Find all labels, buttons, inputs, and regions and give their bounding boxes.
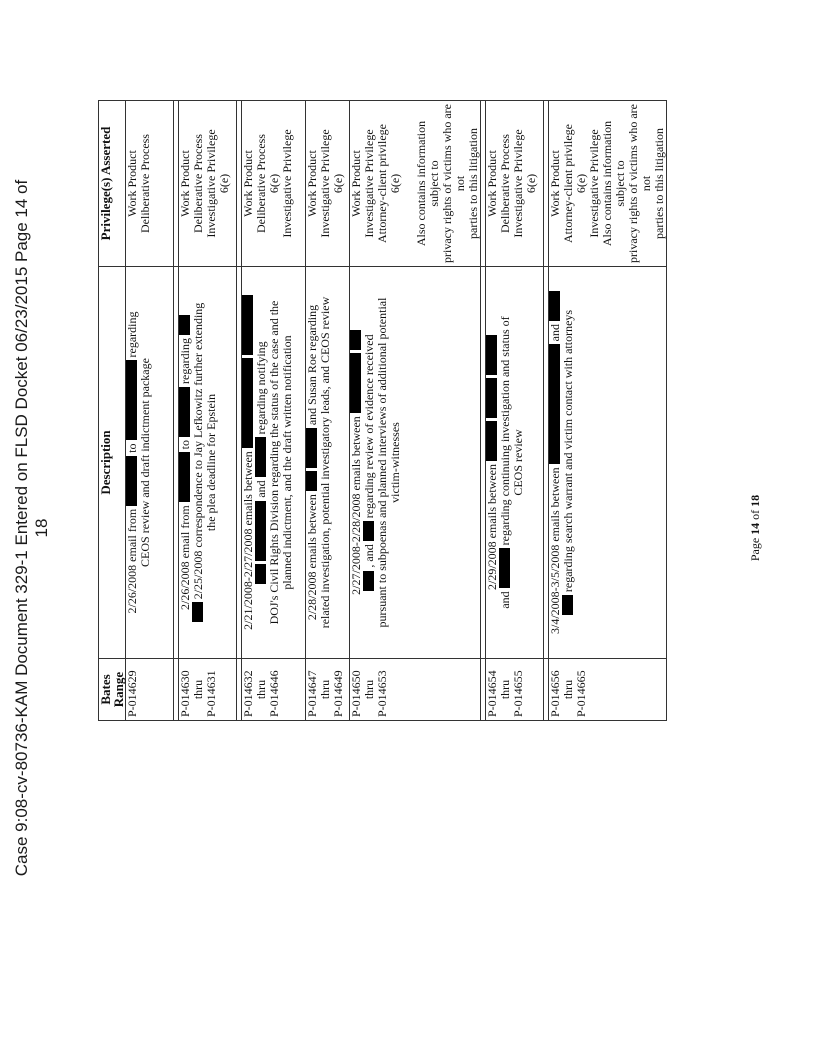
- description-cell: [350, 267, 481, 659]
- description-text: pursuant to subpoenas and planned interviews of additional potential: [375, 297, 389, 628]
- description-text: regarding notifying: [254, 341, 268, 435]
- privilege-item: 6(e): [217, 173, 231, 194]
- privilege-item: Investigative Privilege: [511, 129, 525, 238]
- privilege-item: Investigative Privilege: [362, 129, 376, 238]
- description-text: 2/28/2008 emails between: [305, 494, 319, 621]
- column-header-bates: Bates Range: [99, 659, 126, 721]
- description-cell: [549, 267, 667, 659]
- bates-end: P-014653: [375, 670, 389, 717]
- privilege-item: Investigative Privilege: [587, 129, 601, 238]
- privilege-cell: [179, 101, 237, 267]
- privilege-item: Work Product: [349, 150, 363, 217]
- privilege-item: 6(e): [331, 173, 345, 194]
- table-row: [549, 101, 667, 721]
- bates-start: P-014654: [485, 670, 499, 717]
- footer-page-total: 18: [748, 494, 762, 507]
- description-cell: [179, 267, 237, 659]
- bates-cell: [306, 659, 350, 721]
- privilege-item: Investigative Privilege: [318, 129, 332, 238]
- bates-end: P-014646: [267, 670, 281, 717]
- table-header-row: [99, 101, 126, 721]
- privilege-item: Attorney-client privilege: [375, 124, 389, 243]
- bates-cell: [486, 659, 544, 721]
- redaction-box: [350, 330, 361, 350]
- privilege-item: Work Product: [548, 150, 562, 217]
- description-text: and: [548, 324, 562, 342]
- table-row: [126, 101, 174, 721]
- description-text: to: [125, 443, 139, 453]
- bates-start: P-014656: [548, 670, 562, 717]
- privilege-item: Work Product: [178, 150, 192, 217]
- redaction-box: [179, 387, 190, 437]
- bates-thru: thru: [362, 679, 376, 700]
- description-text: 2/29/2008 emails between: [485, 464, 499, 590]
- bates-start: P-014629: [125, 670, 139, 717]
- redaction-box: [242, 295, 253, 355]
- redaction-box: [126, 361, 137, 441]
- privilege-item: parties to this litigation: [652, 128, 666, 239]
- description-text: 2/26/2008 email from: [125, 508, 139, 614]
- description-text: and: [498, 591, 512, 609]
- description-text: 2/25/2008 correspondence to Jay Lefkowitz further extending: [191, 302, 205, 600]
- description-text: regarding: [125, 311, 139, 358]
- description-text: 2/27/2008-2/28/2008 emails between: [349, 416, 363, 595]
- page-footer: [748, 0, 763, 1056]
- description-text: 2/26/2008 email from: [178, 505, 192, 610]
- column-header-privilege: Privilege(s) Asserted: [99, 101, 126, 267]
- case-header-line-2: 18: [32, 518, 51, 538]
- privilege-item: Also contains information subject to: [414, 120, 441, 247]
- privilege-item: 6(e): [524, 173, 538, 194]
- description-cell: [126, 267, 174, 659]
- description-text: regarding: [178, 338, 192, 384]
- description-text: and Susan Roe regarding: [305, 304, 319, 426]
- description-text: victim-witnesses: [388, 422, 402, 503]
- description-cell: [242, 267, 306, 659]
- privilege-cell: [126, 101, 174, 267]
- bates-thru: thru: [498, 679, 512, 700]
- redaction-box: [486, 421, 497, 461]
- column-header-description: Description: [99, 267, 126, 659]
- privilege-cell: [350, 101, 481, 267]
- bates-thru: thru: [191, 679, 205, 700]
- redaction-box: [486, 378, 497, 418]
- description-cell: [486, 267, 544, 659]
- privilege-item: privacy rights of victims who are not: [626, 104, 653, 263]
- privilege-cell: [549, 101, 667, 267]
- privilege-item: Deliberative Process: [191, 134, 205, 233]
- privilege-item: Work Product: [241, 150, 255, 217]
- description-text: planned indictment, and the draft written notification: [280, 335, 294, 590]
- description-text: 2/21/2008-2/27/2008 emails between: [241, 451, 255, 630]
- redaction-box: [255, 501, 266, 561]
- redaction-box: [179, 452, 190, 502]
- bates-thru: thru: [318, 679, 332, 700]
- redaction-box: [255, 437, 266, 477]
- bates-thru: thru: [254, 679, 268, 700]
- privilege-cell: [486, 101, 544, 267]
- description-text: to: [178, 440, 192, 450]
- privilege-item: Attorney-client privilege: [561, 124, 575, 243]
- redaction-box: [179, 315, 190, 335]
- table-row: [242, 101, 306, 721]
- privilege-item: Work Product: [485, 150, 499, 217]
- description-text: CEOS review and draft indictment package: [138, 358, 152, 567]
- description-text: DOJ's Civil Rights Division regarding the status of the case and the: [267, 300, 281, 625]
- bates-start: P-014647: [305, 670, 319, 717]
- redaction-box: [562, 595, 573, 615]
- bates-end: P-014649: [331, 670, 345, 717]
- redaction-box: [306, 471, 317, 491]
- redaction-box: [486, 335, 497, 375]
- bates-cell: [549, 659, 667, 721]
- bates-cell: [179, 659, 237, 721]
- bates-start: P-014650: [349, 670, 363, 717]
- description-cell: [306, 267, 350, 659]
- privilege-item: Work Product: [305, 150, 319, 217]
- bates-cell: [350, 659, 481, 721]
- case-header: [12, 0, 52, 1056]
- privilege-item: Investigative Privilege: [280, 129, 294, 238]
- redaction-box: [549, 344, 560, 464]
- redaction-box: [363, 521, 374, 541]
- table-row: [350, 101, 481, 721]
- redaction-box: [126, 456, 137, 506]
- description-text: regarding search warrant and victim contact with attorneys: [561, 309, 575, 593]
- privilege-item: Also contains information subject to: [600, 120, 627, 247]
- privilege-item: Deliberative Process: [254, 134, 268, 233]
- privilege-item: Work Product: [125, 150, 139, 217]
- bates-cell: [126, 659, 174, 721]
- privilege-item: parties to this litigation: [466, 128, 480, 239]
- bates-start: P-014632: [241, 670, 255, 717]
- description-text: the plea deadline for Epstein: [204, 393, 218, 532]
- redaction-box: [499, 548, 510, 588]
- description-text: CEOS review: [511, 429, 525, 496]
- redaction-box: [306, 428, 317, 468]
- privilege-item: privacy rights of victims who are not: [440, 104, 467, 263]
- redaction-box: [549, 291, 560, 321]
- privilege-item: Deliberative Process: [498, 134, 512, 233]
- description-text: regarding continuing investigation and status of: [498, 316, 512, 546]
- privilege-item: Investigative Privilege: [204, 129, 218, 238]
- footer-page-number: 14: [748, 522, 762, 535]
- description-text: regarding review of evidence received: [362, 334, 376, 519]
- bates-start: P-014630: [178, 670, 192, 717]
- description-text: 3/4/2008-3/5/2008 emails between: [548, 467, 562, 634]
- table-row: [179, 101, 237, 721]
- privilege-item: 6(e): [388, 173, 402, 194]
- description-text: and: [254, 480, 268, 498]
- redaction-box: [363, 571, 374, 591]
- redaction-box: [350, 353, 361, 413]
- privilege-item: 6(e): [574, 173, 588, 194]
- table-row: [486, 101, 544, 721]
- description-text: , and: [362, 544, 376, 568]
- bates-end: P-014665: [574, 670, 588, 717]
- redaction-box: [242, 358, 253, 448]
- privilege-item: Deliberative Process: [138, 134, 152, 233]
- privilege-item: 6(e): [267, 173, 281, 194]
- case-header-line-1: Case 9:08-cv-80736-KAM Document 329-1 Entered on FLSD Docket 06/23/2015 Page 14 of: [12, 179, 31, 877]
- privilege-cell: [306, 101, 350, 267]
- table-row: [306, 101, 350, 721]
- bates-cell: [242, 659, 306, 721]
- footer-of: of: [748, 509, 762, 520]
- redaction-box: [255, 564, 266, 584]
- privilege-cell: [242, 101, 306, 267]
- bates-end: P-014655: [511, 670, 525, 717]
- redaction-box: [192, 602, 203, 622]
- description-text: related investigation, potential investigatory leads, and CEOS review: [318, 296, 332, 629]
- footer-prefix: Page: [748, 537, 762, 562]
- bates-end: P-014631: [204, 670, 218, 717]
- bates-thru: thru: [561, 679, 575, 700]
- privilege-log-table: [98, 100, 667, 721]
